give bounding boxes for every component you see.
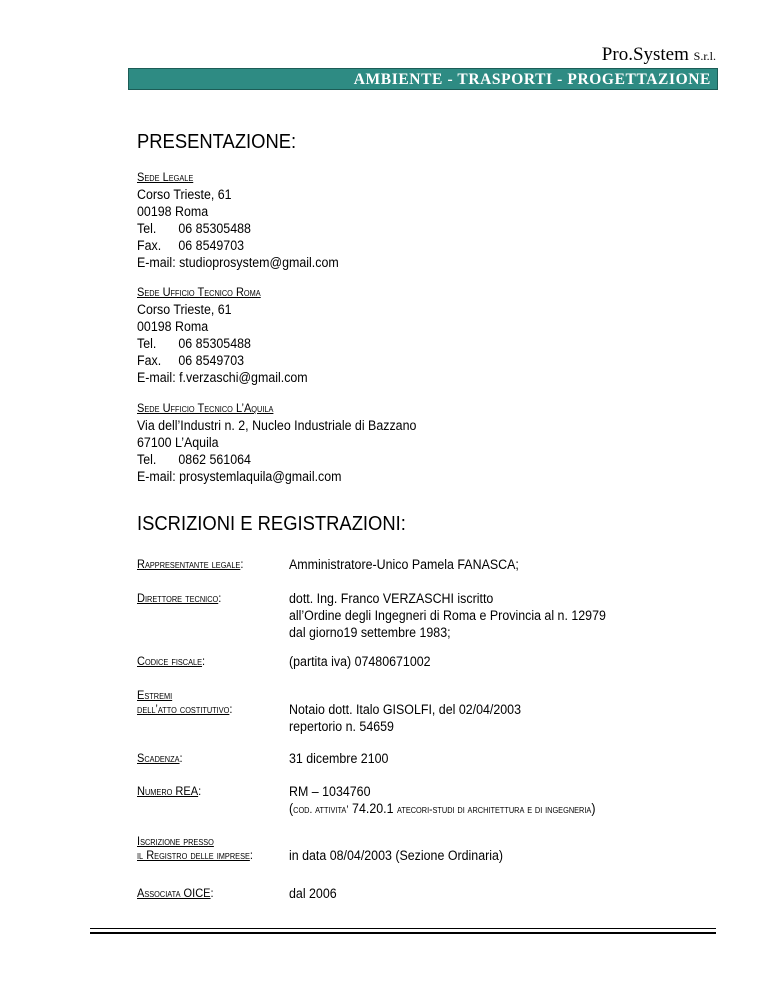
header-banner: AMBIENTE - TRASPORTI - PROGETTAZIONE [128, 68, 718, 90]
sede-legale: Sede Legale Corso Trieste, 61 00198 Roma Tel. 06 85305488 Fax. 06 8549703 E-mail: studioprosystem@gmail.com [137, 170, 339, 270]
sede-ufficio-aquila: Sede Ufficio Tecnico L’Aquila Via dell’Industri n. 2, Nucleo Industriale di Bazzano 67100 L’Aquila Tel. 0862 561064 E-mail: prosystemlaquila@gmail.com [137, 401, 417, 484]
sede-aquila-email: E-mail: prosystemlaquila@gmail.com [137, 469, 342, 484]
heading-presentazione: PRESENTAZIONE: [137, 131, 297, 153]
sede-ufficio-roma: Sede Ufficio Tecnico Roma Corso Trieste, 61 00198 Roma Tel. 06 85305488 Fax. 06 8549703 E-mail: f.verzaschi@gmail.com [137, 285, 308, 385]
sede-roma-title: Sede Ufficio Tecnico Roma [137, 285, 261, 299]
footer-divider-thick [90, 932, 716, 934]
company-name: Pro.System S.r.l. [601, 44, 716, 65]
sede-aquila-title: Sede Ufficio Tecnico L’Aquila [137, 401, 274, 415]
sede-legale-email: E-mail: studioprosystem@gmail.com [137, 255, 339, 270]
heading-iscrizioni: ISCRIZIONI E REGISTRAZIONI: [137, 513, 406, 535]
footer-divider [90, 928, 716, 929]
sede-roma-email: E-mail: f.verzaschi@gmail.com [137, 370, 308, 385]
sede-legale-title: Sede Legale [137, 170, 194, 184]
